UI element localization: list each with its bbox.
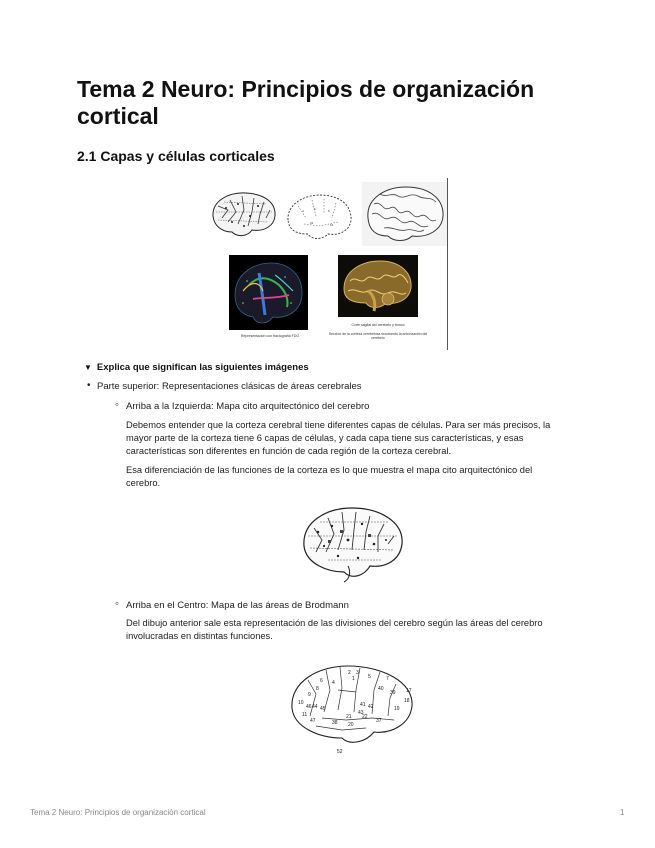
- brodmann-area-label: 47: [310, 718, 316, 724]
- page-number: 1: [620, 808, 625, 817]
- brodmann-area-label: 41: [360, 702, 366, 708]
- svg-text:22: 22: [310, 221, 314, 225]
- svg-text:6: 6: [314, 207, 316, 211]
- brain-figure-composite: [200, 178, 450, 350]
- paragraph: Esa diferenciación de las funciones de la corteza es lo que muestra el mapa cito arquitectónico del cerebro.: [126, 465, 533, 488]
- brodmann-area-label: 2: [348, 670, 351, 676]
- brodmann-area-label: 45: [320, 706, 326, 712]
- brodmann-area-label: 8: [316, 686, 319, 692]
- brodmann-area-label: 17: [406, 688, 412, 694]
- page-title: Tema 2 Neuro: Principios de organización cortical: [77, 76, 535, 129]
- brodmann-area-label: 10: [298, 700, 304, 706]
- figure-divider: [447, 178, 448, 350]
- paragraph: Del dibujo anterior sale esta representación de las divisiones del cerebro según las áreas del cerebro involucradas en distintas funciones.: [126, 618, 543, 641]
- brodmann-area-label: 11: [302, 712, 308, 718]
- brodmann-areas-figure: [286, 660, 420, 756]
- brodmann-area-label: 43: [358, 710, 364, 716]
- bullet-item: • Parte superior: Representaciones clásicas de áreas cerebrales: [97, 381, 362, 392]
- brodmann-area-label: 19: [394, 706, 400, 712]
- brodmann-area-label: 37: [376, 718, 382, 724]
- tractography-image: [229, 255, 308, 330]
- brodmann-area-label: 5: [368, 674, 371, 680]
- brodmann-area-label: 6: [320, 678, 323, 684]
- sub-bullet-item: ◦ Arriba en el Centro: Mapa de las áreas de Brodmann: [126, 600, 349, 611]
- svg-text:4: 4: [302, 209, 304, 213]
- svg-text:8: 8: [328, 209, 330, 213]
- brodmann-area-label: 18: [404, 698, 410, 704]
- sub-bullet-item: ◦ Arriba a la Izquierda: Mapa cito arquitectónico del cerebro: [126, 401, 369, 412]
- brodmann-area-label: 38: [332, 720, 338, 726]
- brodmann-area-label: 46: [306, 704, 312, 710]
- toggle-block[interactable]: [84, 362, 309, 373]
- caption-sagittal-top: Corte sagital del cerebelo y tronco: [351, 323, 405, 327]
- caption-sagittal-bottom: Sección de la corteza cerebelosa mostrando la arborización del cerebelo: [328, 332, 428, 340]
- paragraph: Debemos entender que la corteza cerebral tiene diferentes capas de células. Para ser más precisos, la mayor parte de la corteza tiene 6 capas de células, y cada capa tiene sus características, y esas características son diferentes en función de cada región de la corteza cerebral.: [126, 420, 551, 456]
- brodmann-area-label: 39: [390, 690, 396, 696]
- caption-tractography: Representación con tractografía FDG: [240, 334, 300, 338]
- brodmann-area-label: 22: [362, 714, 368, 720]
- cortical-gyri-drawing-image: [362, 182, 448, 246]
- sagittal-section-image: [338, 255, 418, 317]
- brodmann-area-label: 42: [368, 704, 374, 710]
- brodmann-area-label: 7: [386, 676, 389, 682]
- section-heading: 2.1 Capas y células corticales: [77, 148, 275, 164]
- svg-text:19: 19: [330, 223, 334, 227]
- brodmann-area-label: 44: [312, 704, 318, 710]
- brodmann-area-label: 21: [346, 714, 352, 720]
- cytoarchitectonic-map-image: [208, 188, 280, 240]
- brodmann-area-label: 40: [378, 686, 384, 692]
- toggle-label: Explica que significan las siguientes imágenes: [96, 362, 309, 373]
- footer-title: Tema 2 Neuro: Principios de organización cortical: [30, 808, 206, 817]
- svg-text:52: 52: [337, 749, 343, 755]
- brodmann-area-label: 9: [308, 692, 311, 698]
- brodmann-area-label: 20: [348, 722, 354, 728]
- cytoarchitectonic-brain-figure: [298, 500, 410, 588]
- toggle-triangle-icon[interactable]: ▼: [84, 363, 92, 372]
- brodmann-outline-image: [284, 190, 356, 242]
- brodmann-area-label: 3: [356, 670, 359, 676]
- brodmann-area-label: 4: [332, 680, 335, 686]
- brodmann-area-label: 1: [352, 676, 355, 682]
